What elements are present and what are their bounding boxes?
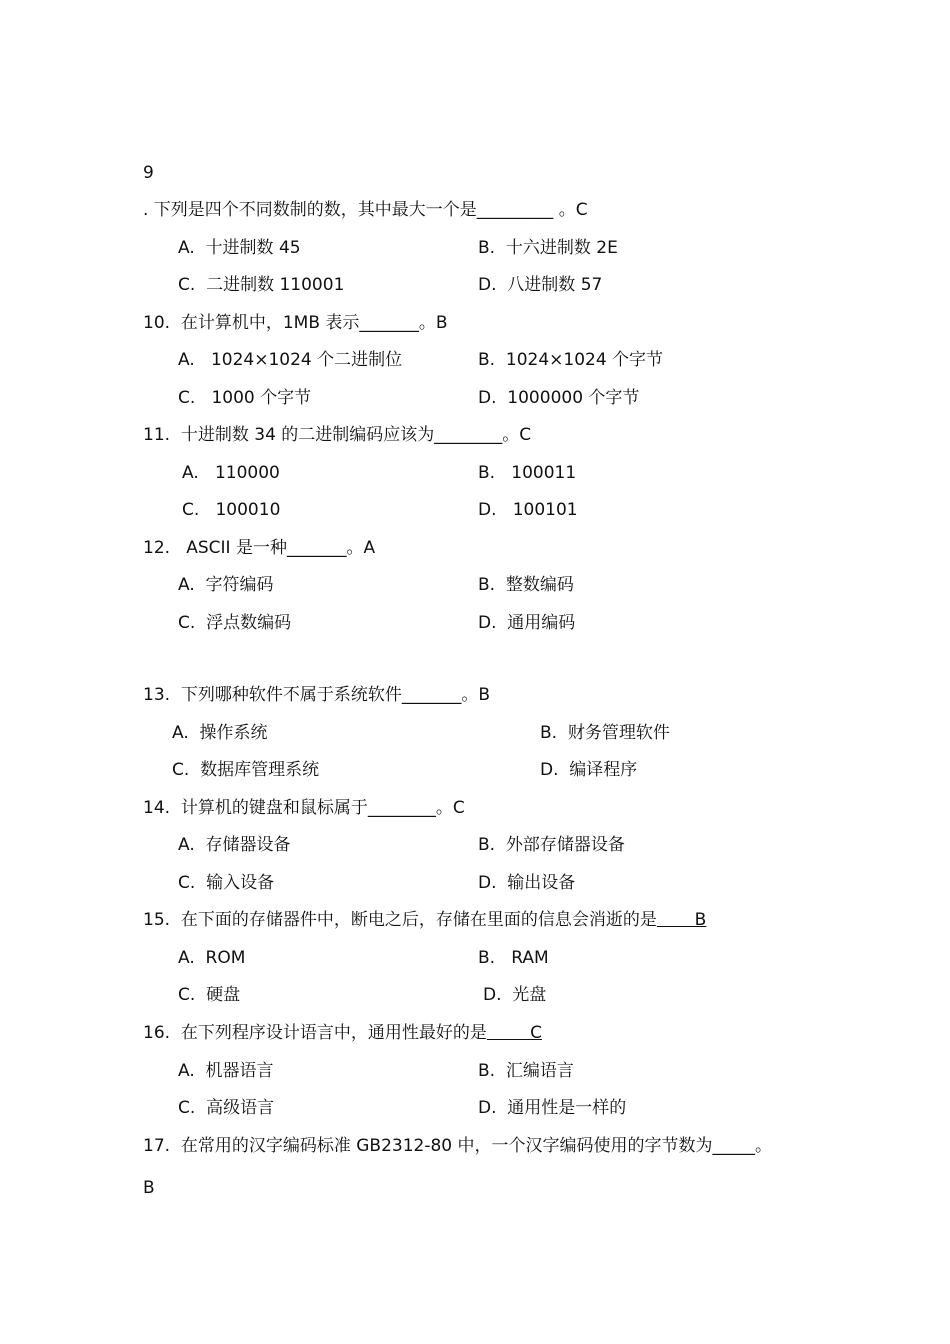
q12-option-a: A. 字符编码 — [178, 575, 274, 595]
q15-answer-blank: B — [656, 910, 707, 930]
q12-option-c: C. 浮点数编码 — [178, 613, 292, 633]
q13-option-c: C. 数据库管理系统 — [172, 760, 320, 780]
q14-option-a: A. 存储器设备 — [178, 835, 291, 855]
q15-option-b: B. RAM — [478, 948, 549, 968]
q15-stem-line — [143, 910, 706, 930]
q12-option-d: D. 通用编码 — [478, 613, 576, 633]
q15-option-a: A. ROM — [178, 948, 246, 968]
q16-option-d: D. 通用性是一样的 — [478, 1098, 627, 1118]
q14-option-d: D. 输出设备 — [478, 873, 576, 893]
q17-answer: B — [143, 1178, 155, 1198]
q10-option-d: D. 1000000 个字节 — [478, 388, 640, 408]
q16-answer-blank: C — [486, 1023, 542, 1043]
q16-stem-line — [143, 1023, 542, 1043]
q9-stem: . 下列是四个不同数制的数，其中最大一个是_________ 。C — [143, 200, 588, 220]
q16-option-a: A. 机器语言 — [178, 1061, 274, 1081]
q12-option-b: B. 整数编码 — [478, 575, 574, 595]
q14-option-c: C. 输入设备 — [178, 873, 275, 893]
q10-option-b: B. 1024×1024 个字节 — [478, 350, 664, 370]
q13-option-a: A. 操作系统 — [172, 723, 268, 743]
q9-option-b: B. 十六进制数 2E — [478, 238, 618, 258]
q13-option-d: D. 编译程序 — [540, 760, 638, 780]
q16-option-c: C. 高级语言 — [178, 1098, 275, 1118]
q11-option-c: C. 100010 — [182, 500, 281, 520]
q11-option-b: B. 100011 — [478, 463, 577, 483]
q16-stem: 16. 在下列程序设计语言中，通用性最好的是 — [143, 1023, 487, 1043]
q9-option-a: A. 十进制数 45 — [178, 238, 301, 258]
q9-option-c: C. 二进制数 110001 — [178, 275, 345, 295]
q11-stem: 11. 十进制数 34 的二进制编码应该为________。C — [143, 425, 532, 445]
q11-option-a: A. 110000 — [182, 463, 280, 483]
q10-option-c: C. 1000 个字节 — [178, 388, 312, 408]
q9-option-d: D. 八进制数 57 — [478, 275, 603, 295]
q13-option-b: B. 财务管理软件 — [540, 723, 670, 743]
q10-option-a: A. 1024×1024 个二进制位 — [178, 350, 403, 370]
q14-option-b: B. 外部存储器设备 — [478, 835, 625, 855]
q11-option-d: D. 100101 — [478, 500, 578, 520]
q9-number: 9 — [143, 163, 154, 183]
q15-stem: 15. 在下面的存储器件中，断电之后，存储在里面的信息会消逝的是 — [143, 910, 657, 930]
q15-option-c: C. 硬盘 — [178, 985, 241, 1005]
q12-stem: 12. ASCII 是一种_______。A — [143, 538, 376, 558]
q10-stem: 10. 在计算机中，1MB 表示_______。B — [143, 313, 448, 333]
q13-stem: 13. 下列哪种软件不属于系统软件_______。B — [143, 685, 491, 705]
q14-stem: 14. 计算机的键盘和鼠标属于________。C — [143, 798, 465, 818]
q16-option-b: B. 汇编语言 — [478, 1061, 574, 1081]
q17-stem: 17. 在常用的汉字编码标准 GB2312-80 中，一个汉字编码使用的字节数为_____。 — [143, 1136, 773, 1156]
q15-option-d: D. 光盘 — [483, 985, 547, 1005]
